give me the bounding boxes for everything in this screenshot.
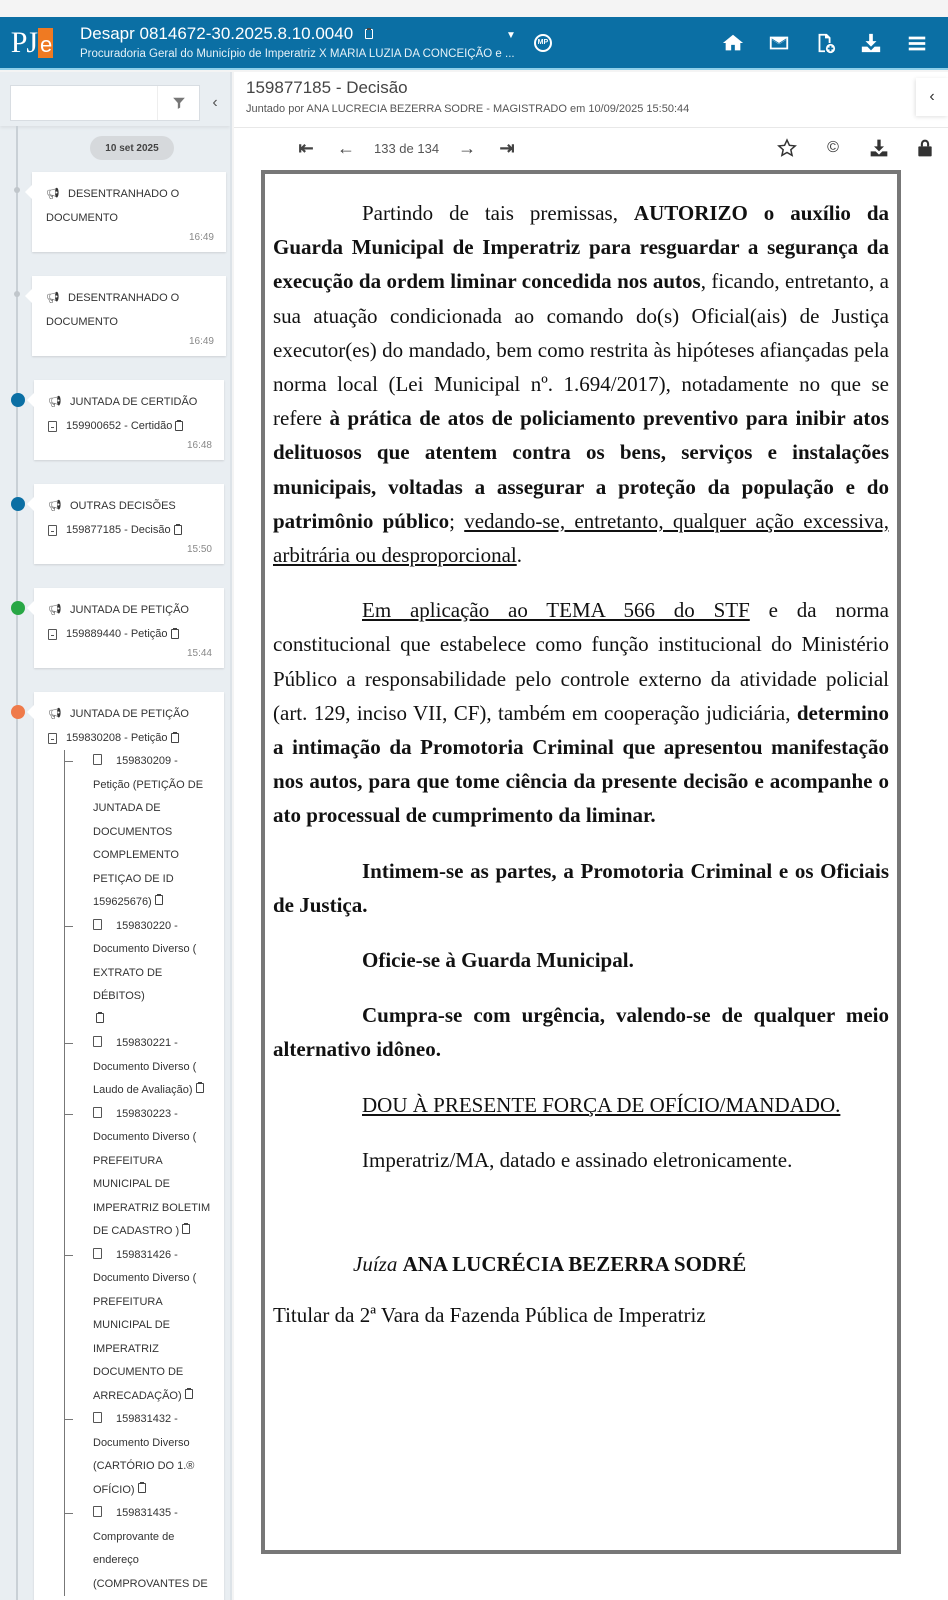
new-document-icon xyxy=(814,32,836,54)
timeline-dot xyxy=(11,705,25,719)
next-page-button[interactable] xyxy=(447,138,487,159)
document-link[interactable]: 159877185 - Decisão xyxy=(66,524,171,536)
caret-down-icon[interactable]: ▼ xyxy=(506,30,516,41)
mail-button[interactable] xyxy=(756,23,802,63)
first-page-button[interactable] xyxy=(286,138,326,159)
pje-logo[interactable] xyxy=(0,16,64,69)
event-title: JUNTADA DE CERTIDÃO xyxy=(70,396,198,408)
favorite-button[interactable] xyxy=(764,138,810,158)
attachment-label[interactable]: 159831435 - Comprovante de endereço (COMPROVANTES DE xyxy=(93,1507,208,1590)
timeline-event[interactable] xyxy=(34,484,224,564)
copyright-button[interactable] xyxy=(810,139,856,157)
text: . xyxy=(516,543,522,568)
clipboard-icon[interactable] xyxy=(182,1224,190,1234)
document-toolbar xyxy=(234,128,948,168)
event-title: DESENTRANHADO O DOCUMENTO xyxy=(46,188,180,224)
timeline-event[interactable] xyxy=(34,380,224,460)
copyright-icon: © xyxy=(827,139,839,156)
last-page-icon: ⇥ xyxy=(499,137,515,158)
pdf-icon xyxy=(93,1506,102,1517)
paragraph-oficie xyxy=(273,943,889,977)
lock-button[interactable] xyxy=(902,138,948,158)
top-navbar xyxy=(0,17,948,70)
timeline-event[interactable] xyxy=(34,692,224,1600)
document-subtitle: Juntado por ANA LUCRECIA BEZERRA SODRE - MAGISTRADO em 10/09/2025 15:50:44 xyxy=(246,103,690,115)
clipboard-icon[interactable] xyxy=(185,1389,193,1399)
arrow-left-icon: ← xyxy=(337,137,355,158)
download-icon xyxy=(869,138,889,158)
timeline-dot xyxy=(11,497,25,511)
prev-page-button[interactable] xyxy=(326,138,366,159)
pdf-icon xyxy=(93,754,102,765)
document-link[interactable]: 159889440 - Petição xyxy=(66,628,168,640)
attachment-label[interactable]: 159831432 - Documento Diverso (CARTÓRIO DO 1.® OFÍCIO) xyxy=(93,1413,195,1496)
download-button[interactable] xyxy=(848,23,894,63)
attachment-label[interactable]: 159830220 - Documento Diverso ( EXTRATO DE DÉBITOS) xyxy=(93,919,197,1002)
attachment-item[interactable] xyxy=(93,1032,212,1103)
document-title: 159877185 - Decisão xyxy=(246,78,408,97)
attachment-item[interactable] xyxy=(93,1502,212,1596)
event-time: 16:49 xyxy=(188,336,214,347)
underlined-text: DOU À PRESENTE FORÇA DE OFÍCIO/MANDADO. xyxy=(362,1092,841,1117)
event-time: 16:49 xyxy=(188,232,214,243)
attachment-item[interactable] xyxy=(93,750,212,915)
menu-icon xyxy=(906,32,928,54)
document-link[interactable]: 159900652 - Certidão xyxy=(66,420,173,432)
text: Partindo de tais premissas, xyxy=(362,201,634,225)
underlined-text: vedando-se, entretanto, qualquer ação excessiva, arbitrária ou desproporcional xyxy=(273,508,889,568)
event-title: JUNTADA DE PETIÇÃO xyxy=(70,604,189,616)
timeline xyxy=(0,126,230,1600)
first-page-icon: ⇤ xyxy=(298,137,314,158)
megaphone-icon: 📢︎ xyxy=(48,500,62,512)
megaphone-icon: 📢︎ xyxy=(46,188,60,200)
event-time: 15:50 xyxy=(186,544,212,555)
event-title: DESENTRANHADO O DOCUMENTO xyxy=(46,292,180,328)
attachment-item[interactable] xyxy=(93,1103,212,1244)
logo-text: PJ xyxy=(10,25,38,59)
signature xyxy=(273,1247,889,1281)
paragraph-authorization xyxy=(273,196,889,572)
status-strip xyxy=(0,0,948,17)
attachment-label[interactable]: 159830209 - Petição (PETIÇÃO DE JUNTADA DE DOCUMENTOS COMPLEMENTO PETIÇAO DE ID 159625676) xyxy=(93,755,204,908)
pdf-icon xyxy=(93,1036,102,1047)
last-page-button[interactable] xyxy=(487,138,527,159)
timeline-line xyxy=(16,126,18,1600)
text: Imperatriz/MA, datado e assinado eletronicamente. xyxy=(362,1147,793,1172)
download-document-button[interactable] xyxy=(856,138,902,158)
megaphone-icon: 📢︎ xyxy=(48,708,62,720)
bold-text: Intimem-se as partes, a Promotoria Criminal e os Oficiais de Justiça. xyxy=(273,858,889,917)
attachment-label[interactable]: 159830221 - Documento Diverso ( Laudo de Avaliação) xyxy=(93,1037,197,1096)
attachment-item[interactable] xyxy=(93,1244,212,1409)
document-icon xyxy=(48,733,57,744)
toggle-panel-button[interactable] xyxy=(916,78,948,116)
event-title: OUTRAS DECISÕES xyxy=(70,500,176,512)
event-time: 16:48 xyxy=(186,440,212,451)
bold-text: Oficie-se à Guarda Municipal. xyxy=(362,948,634,973)
mp-icon[interactable] xyxy=(534,34,552,52)
attachment-label[interactable]: 159830223 - Documento Diverso ( PREFEITURA MUNICIPAL DE IMPERATRIZ BOLETIM DE CADASTRO ) xyxy=(93,1107,211,1237)
document-viewer xyxy=(234,72,948,1600)
pdf-icon xyxy=(93,1107,102,1118)
timeline-sidebar xyxy=(0,72,232,1600)
download-icon xyxy=(860,32,882,54)
clipboard-icon[interactable] xyxy=(155,895,163,905)
clipboard-icon[interactable] xyxy=(174,525,182,535)
new-document-button[interactable] xyxy=(802,23,848,63)
document-header xyxy=(234,72,948,128)
search-input[interactable] xyxy=(11,86,157,120)
bold-text: AUTORIZO o auxílio da Guarda Municipal de Imperatriz para resguardar a segurança da execução da ordem liminar concedida nos autos xyxy=(273,201,889,294)
lock-icon xyxy=(915,138,935,158)
bold-text: determino a intimação da Promotoria Criminal que apresentou manifestação nos autos, para que tome ciência da presente decisão e acompanhe o ato processual de cumprimento da liminar. xyxy=(273,700,889,828)
timeline-dot xyxy=(14,187,20,193)
star-icon xyxy=(777,138,797,158)
home-button[interactable] xyxy=(710,23,756,63)
clipboard-icon[interactable] xyxy=(171,733,179,743)
date-label: 10 set 2025 xyxy=(90,136,174,160)
process-title: Desapr 0814672-30.2025.8.10.0040 xyxy=(80,24,354,43)
chevron-left-icon: ‹ xyxy=(929,88,935,105)
text: ; xyxy=(449,508,465,533)
underlined-text: Em aplicação ao TEMA 566 do STF xyxy=(362,598,750,623)
document-icon xyxy=(48,525,57,536)
event-time: 15:44 xyxy=(186,648,212,659)
paragraph-datado xyxy=(273,1143,889,1177)
process-header xyxy=(64,23,515,62)
copy-icon[interactable] xyxy=(362,27,373,42)
attachment-item[interactable] xyxy=(93,915,212,1033)
clipboard-icon[interactable] xyxy=(196,1083,204,1093)
logo-e: e xyxy=(38,28,53,58)
chevron-left-icon: ‹ xyxy=(212,94,218,111)
document-icon xyxy=(48,629,57,640)
timeline-event[interactable] xyxy=(32,172,226,252)
timeline-event[interactable] xyxy=(32,276,226,356)
search-box xyxy=(10,85,200,121)
megaphone-icon: 📢︎ xyxy=(46,292,60,304)
arrow-right-icon: → xyxy=(458,137,477,158)
clipboard-icon[interactable] xyxy=(138,1483,146,1493)
timeline-dot xyxy=(11,393,25,407)
paragraph-intimem xyxy=(273,854,889,922)
page-indicator: 133 de 134 xyxy=(374,140,440,156)
attachment-item[interactable] xyxy=(93,1408,212,1502)
megaphone-icon: 📢︎ xyxy=(48,396,62,408)
paragraph-tema-566 xyxy=(273,593,889,832)
mp-label: MP xyxy=(537,39,549,46)
clipboard-icon[interactable] xyxy=(96,1013,104,1023)
collapse-sidebar-button[interactable] xyxy=(200,94,230,112)
clipboard-icon[interactable] xyxy=(175,421,183,431)
attachments-tree xyxy=(64,750,212,1596)
filter-icon xyxy=(172,96,186,110)
document-page xyxy=(261,170,901,1554)
timeline-dot xyxy=(11,601,25,615)
clipboard-icon[interactable] xyxy=(171,629,179,639)
process-parties: Procuradoria Geral do Município de Imperatriz X MARIA LUZIA DA CONCEIÇÃO e ... xyxy=(80,48,515,60)
pdf-icon xyxy=(93,919,102,930)
document-icon xyxy=(48,421,57,432)
filter-button[interactable] xyxy=(157,86,199,120)
paragraph-forca-oficio xyxy=(273,1088,889,1122)
document-link[interactable]: 159830208 - Petição xyxy=(66,732,168,744)
signature-role: Juíza xyxy=(353,1252,398,1277)
home-icon xyxy=(722,32,744,54)
bold-text: Cumpra-se com urgência, valendo-se de qualquer meio alternativo idôneo. xyxy=(273,1003,889,1062)
text: , ficando, entretanto, a sua atuação condicionada ao comando do(s) Oficial(ais) de Justiça executor(es) do mandado, bem como restrita às hipóteses afiançadas pela norma local (Lei Municipal nº. 1.694/2017), notadamente no que se refere xyxy=(273,269,889,431)
text: e da norma constitucional que estabelece como função institucional do Ministério Público a responsabilidade pelo controle externo da atividade policial (art. 129, inciso VII, CF), também em cooperação judiciária, xyxy=(273,598,889,725)
timeline-event[interactable] xyxy=(34,588,224,668)
mail-icon xyxy=(768,32,790,54)
menu-button[interactable] xyxy=(894,23,940,63)
signature-title: Titular da 2ª Vara da Fazenda Pública de Imperatriz xyxy=(273,1303,706,1328)
paragraph-cumpra xyxy=(273,998,889,1066)
event-title: JUNTADA DE PETIÇÃO xyxy=(70,708,189,720)
pdf-icon xyxy=(93,1248,102,1259)
timeline-dot xyxy=(14,291,20,297)
attachment-label[interactable]: 159831426 - Documento Diverso ( PREFEITURA MUNICIPAL DE IMPERATRIZ DOCUMENTO DE ARRECADAÇÃO) xyxy=(93,1248,197,1402)
megaphone-icon: 📢︎ xyxy=(48,604,62,616)
pdf-icon xyxy=(93,1412,102,1423)
bold-text: à prática de atos de policiamento preventivo para inibir atos delituosos que atentem contra os bens, serviços e instalações municipais, voltadas a assegurar a proteção da população e do patrimônio público xyxy=(273,406,889,533)
signature-name: ANA LUCRÉCIA BEZERRA SODRÉ xyxy=(402,1252,747,1277)
